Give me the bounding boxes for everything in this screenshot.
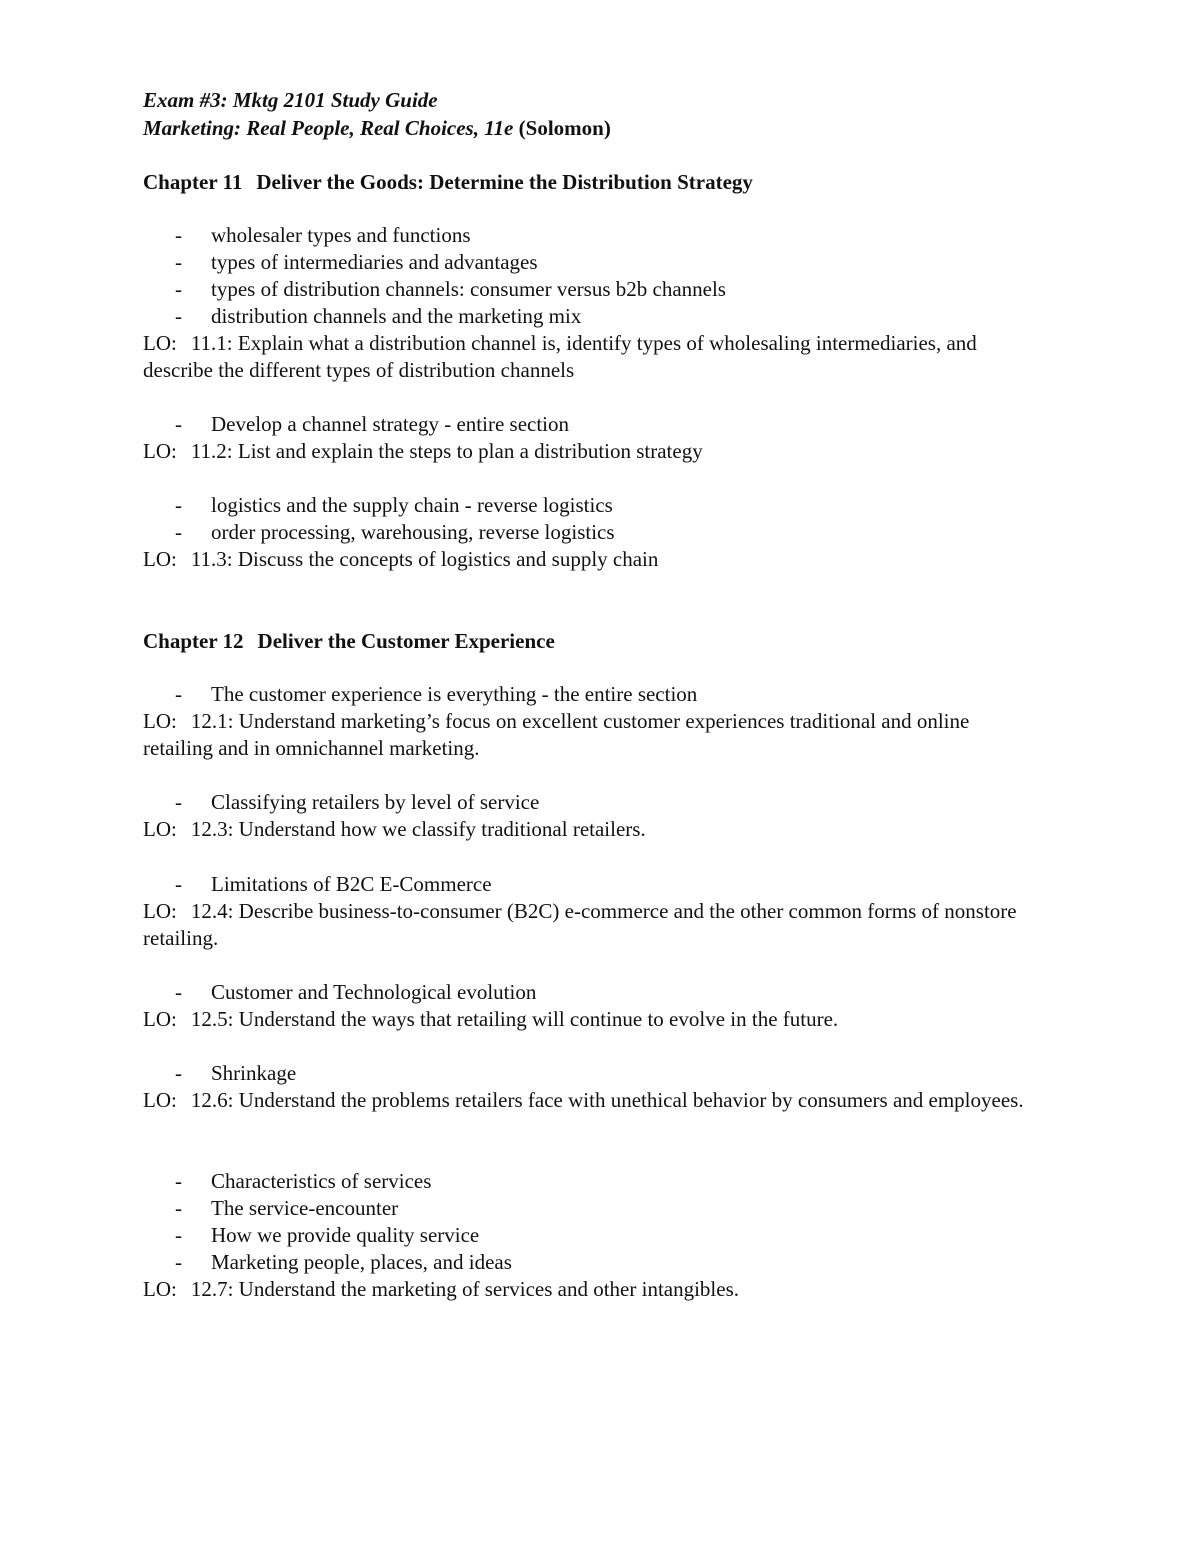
chapter-11-heading — [143, 168, 753, 196]
list-item: - Customer and Technological evolution — [175, 980, 537, 1004]
learning-objective: LO: 12.6: Understand the problems retailers face with unethical behavior by consumers and employees. — [143, 1088, 1024, 1112]
bullet-marker: - — [175, 1223, 182, 1247]
bullet-marker: - — [175, 412, 182, 436]
bullet-marker: - — [175, 277, 182, 301]
list-item: - wholesaler types and functions — [175, 223, 471, 247]
list-item: - Limitations of B2C E-Commerce — [175, 872, 492, 896]
bullet-marker: - — [175, 790, 182, 814]
chapter-title: Deliver the Customer Experience — [257, 629, 555, 653]
learning-objective: LO: 12.5: Understand the ways that retailing will continue to evolve in the future. — [143, 1007, 839, 1031]
list-item: - Shrinkage — [175, 1061, 297, 1085]
study-guide-page — [143, 86, 1063, 1301]
learning-objective: LO: 11.3: Discuss the concepts of logistics and supply chain — [143, 547, 659, 571]
chapter-number: Chapter 11 — [143, 170, 243, 194]
chapter-number: Chapter 12 — [143, 629, 244, 653]
doc-title: Exam #3: Mktg 2101 Study Guide — [143, 88, 438, 112]
bullet-marker: - — [175, 1250, 182, 1274]
list-item: - How we provide quality service — [175, 1223, 480, 1247]
bullet-marker: - — [175, 1061, 182, 1085]
list-item: - The customer experience is everything - the entire section — [175, 682, 698, 706]
bullet-marker: - — [175, 223, 182, 247]
chapter-12-heading — [143, 627, 555, 655]
bullet-marker: - — [175, 980, 182, 1004]
learning-objective: LO: 12.4: Describe business-to-consumer (B2C) e-commerce and the other common forms of nonstore retailing. — [143, 899, 1017, 950]
learning-objective: LO: 11.1: Explain what a distribution channel is, identify types of wholesaling intermediaries, and describe the different types of distribution channels — [143, 331, 977, 382]
list-item: - Classifying retailers by level of service — [175, 790, 540, 814]
learning-objective: LO: 11.2: List and explain the steps to plan a distribution strategy — [143, 439, 703, 463]
list-item: - The service-encounter — [175, 1196, 399, 1220]
bullet-marker: - — [175, 250, 182, 274]
bullet-marker: - — [175, 682, 182, 706]
list-item: - order processing, warehousing, reverse logistics — [175, 520, 615, 544]
list-item: - types of intermediaries and advantages — [175, 250, 538, 274]
bullet-marker: - — [175, 520, 182, 544]
textbook-author: (Solomon) — [518, 116, 611, 140]
bullet-marker: - — [175, 493, 182, 517]
learning-objective: LO: 12.1: Understand marketing’s focus on excellent customer experiences traditional and online retailing and in omnichannel marketing. — [143, 709, 970, 760]
learning-objective: LO: 12.3: Understand how we classify traditional retailers. — [143, 817, 646, 841]
list-item: - distribution channels and the marketing mix — [175, 304, 582, 328]
chapter-title: Deliver the Goods: Determine the Distribution Strategy — [256, 170, 753, 194]
list-item: - Characteristics of services — [175, 1169, 432, 1193]
bullet-marker: - — [175, 872, 182, 896]
bullet-marker: - — [175, 1169, 182, 1193]
list-item: - Marketing people, places, and ideas — [175, 1250, 512, 1274]
list-item: - Develop a channel strategy - entire section — [175, 412, 570, 436]
bullet-marker: - — [175, 1196, 182, 1220]
learning-objective: LO: 12.7: Understand the marketing of services and other intangibles. — [143, 1277, 740, 1301]
textbook-title: Marketing: Real People, Real Choices, 11e — [143, 116, 514, 140]
list-item: - logistics and the supply chain - reverse logistics — [175, 493, 613, 517]
list-item: - types of distribution channels: consumer versus b2b channels — [175, 277, 726, 301]
doc-subtitle — [143, 114, 1063, 142]
bullet-marker: - — [175, 304, 182, 328]
